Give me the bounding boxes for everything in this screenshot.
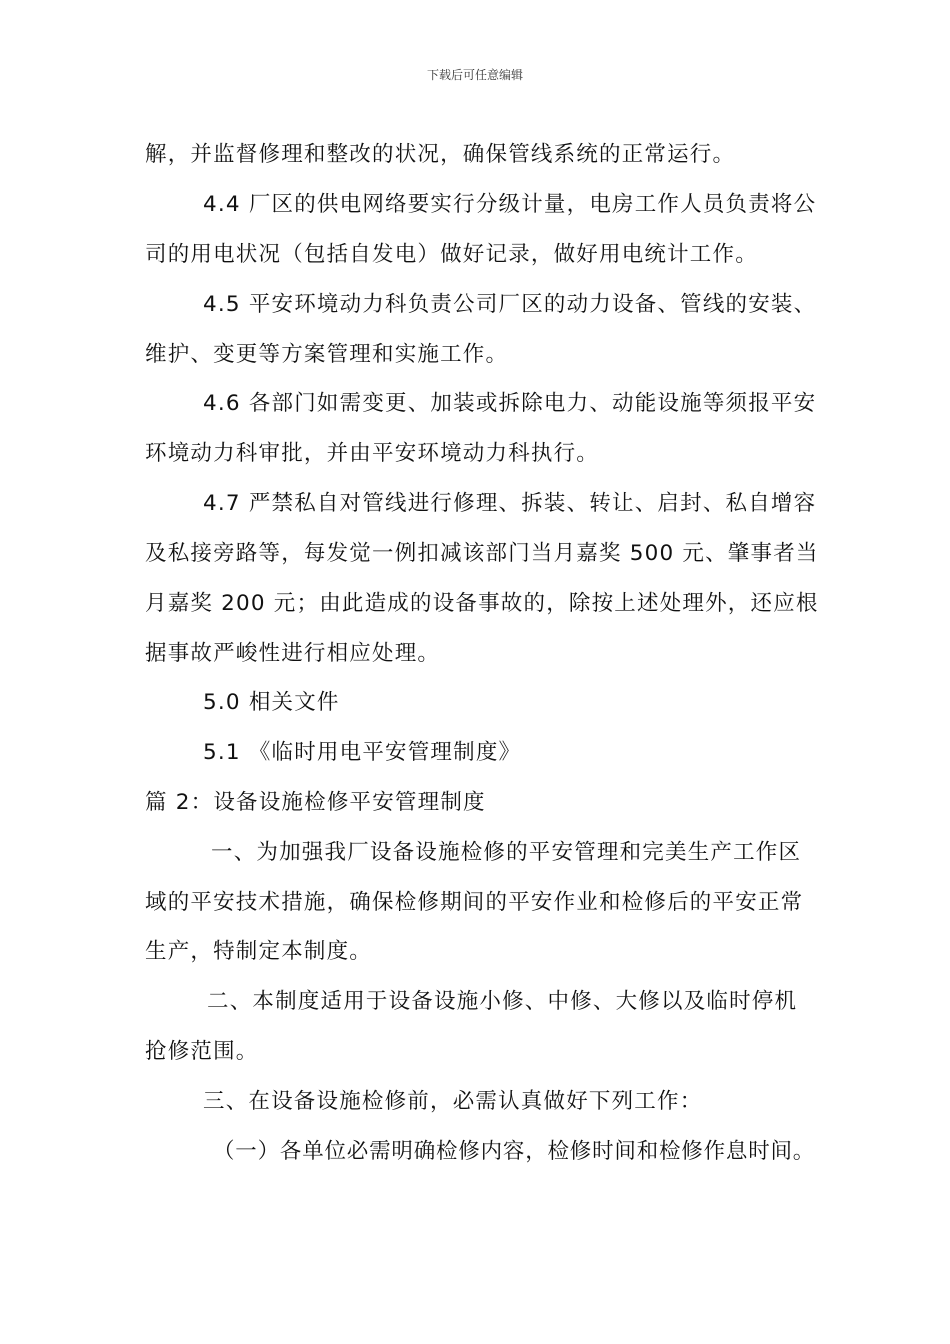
paragraph-line: 4.6 各部门如需变更、加装或拆除电力、动能设施等须报平安 [203, 391, 817, 416]
paragraph-line: 三、在设备设施检修前，必需认真做好下列工作： [203, 1089, 703, 1114]
paragraph-line: 维护、变更等方案管理和实施工作。 [145, 342, 509, 367]
paragraph-line: 解，并监督修理和整改的状况，确保管线系统的正常运行。 [145, 142, 736, 167]
paragraph-line: 5.1 《临时用电平安管理制度》 [203, 740, 522, 765]
section-heading: 5.0 相关文件 [203, 690, 340, 715]
paragraph-line: 生产，特制定本制度。 [145, 939, 373, 964]
paragraph-line: 抢修范围。 [145, 1039, 259, 1064]
section-title: 篇 2：设备设施检修平安管理制度 [145, 790, 486, 815]
paragraph-line: 环境动力科审批，并由平安环境动力科执行。 [145, 441, 600, 466]
paragraph-line: 月嘉奖 200 元；由此造成的设备事故的，除按上述处理外，还应根 [145, 591, 819, 616]
paragraph-line: 4.4 厂区的供电网络要实行分级计量，电房工作人员负责将公 [203, 192, 817, 217]
paragraph-line: 及私接旁路等，每发觉一例扣减该部门当月嘉奖 500 元、肇事者当 [145, 541, 819, 566]
page-header: 下载后可任意编辑 [426, 68, 523, 82]
paragraph-line: 4.5 平安环境动力科负责公司厂区的动力设备、管线的安装、 [203, 292, 817, 317]
paragraph-line: 一、为加强我厂设备设施检修的平安管理和完美生产工作区 [211, 840, 802, 865]
paragraph-line: （一）各单位必需明确检修内容，检修时间和检修作息时间。 [213, 1139, 816, 1164]
paragraph-line: 4.7 严禁私自对管线进行修理、拆装、转让、启封、私自增容 [203, 491, 817, 516]
paragraph-line: 据事故严峻性进行相应处理。 [145, 641, 441, 666]
paragraph-line: 司的用电状况（包括自发电）做好记录，做好用电统计工作。 [145, 242, 758, 267]
paragraph-line: 二、本制度适用于设备设施小修、中修、大修以及临时停机 [207, 989, 798, 1014]
paragraph-line: 域的平安技术措施，确保检修期间的平安作业和检修后的平安正常 [145, 890, 804, 915]
